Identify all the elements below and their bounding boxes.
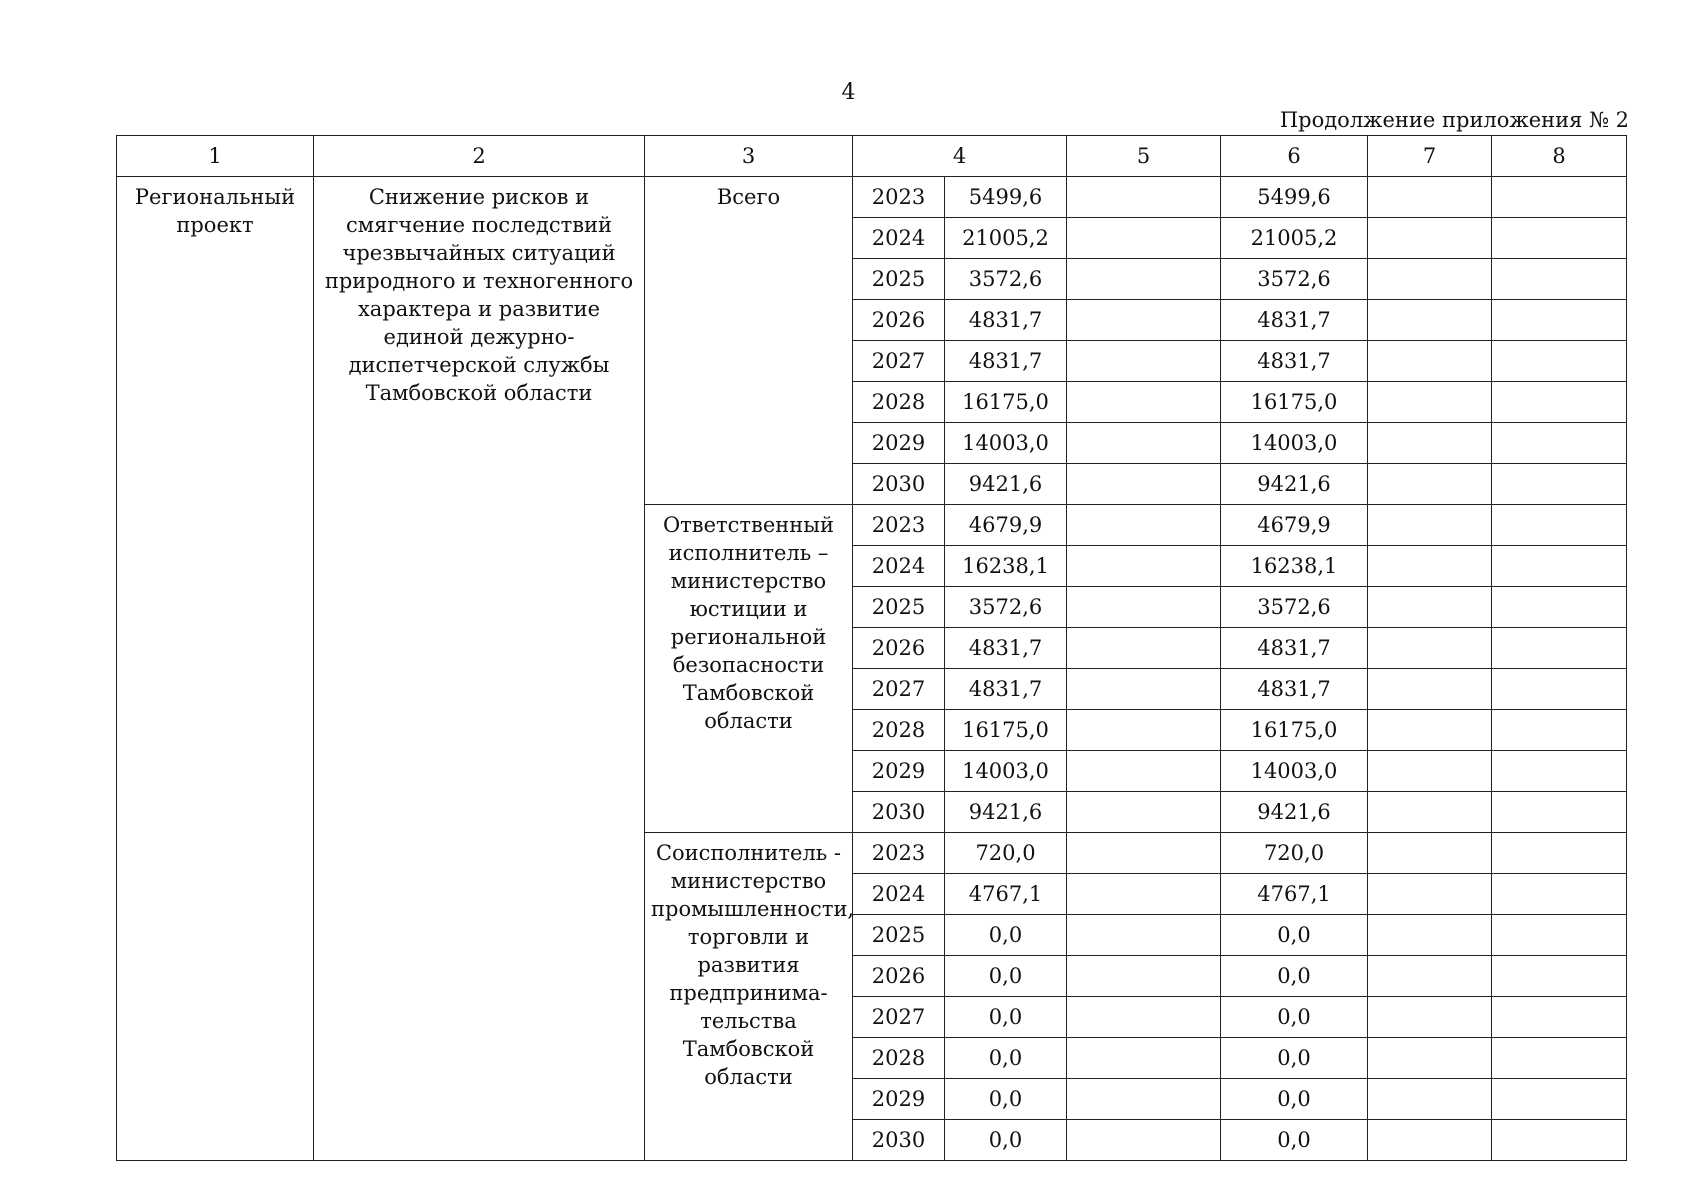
column-7-cell — [1368, 751, 1492, 792]
amount-total-cell: 3572,6 — [945, 259, 1067, 300]
header-row — [117, 136, 1627, 177]
year-cell: 2028 — [853, 710, 945, 751]
column-7-cell — [1368, 464, 1492, 505]
column-8-cell — [1492, 874, 1627, 915]
column-6-cell: 9421,6 — [1221, 464, 1368, 505]
amount-total-cell: 4831,7 — [945, 341, 1067, 382]
column-6-cell: 4679,9 — [1221, 505, 1368, 546]
column-7-cell — [1368, 669, 1492, 710]
column-8-cell — [1492, 997, 1627, 1038]
column-6-cell: 14003,0 — [1221, 751, 1368, 792]
column-8-cell — [1492, 669, 1627, 710]
year-cell: 2029 — [853, 1079, 945, 1120]
amount-total-cell: 720,0 — [945, 833, 1067, 874]
amount-total-cell: 4679,9 — [945, 505, 1067, 546]
column-8-cell — [1492, 751, 1627, 792]
amount-total-cell: 16238,1 — [945, 546, 1067, 587]
column-6-cell: 16175,0 — [1221, 382, 1368, 423]
year-cell: 2029 — [853, 423, 945, 464]
column-header: 5 — [1067, 136, 1221, 177]
project-name-cell: Снижение рисков и смягчение последствий чрезвычайных ситуаций природного и техногенного характера и развитие единой дежурно-диспетчерской службы Тамбовской области — [314, 177, 645, 1161]
column-5-cell — [1067, 956, 1221, 997]
column-6-cell: 3572,6 — [1221, 259, 1368, 300]
year-cell: 2023 — [853, 177, 945, 218]
amount-total-cell: 4831,7 — [945, 300, 1067, 341]
column-6-cell: 4831,7 — [1221, 628, 1368, 669]
column-5-cell — [1067, 177, 1221, 218]
column-6-cell: 16175,0 — [1221, 710, 1368, 751]
column-5-cell — [1067, 751, 1221, 792]
column-5-cell — [1067, 1079, 1221, 1120]
year-cell: 2030 — [853, 464, 945, 505]
column-7-cell — [1368, 874, 1492, 915]
column-header: 1 — [117, 136, 314, 177]
column-7-cell — [1368, 1120, 1492, 1161]
year-cell: 2024 — [853, 874, 945, 915]
amount-total-cell: 0,0 — [945, 1120, 1067, 1161]
column-8-cell — [1492, 587, 1627, 628]
column-8-cell — [1492, 1038, 1627, 1079]
column-8-cell — [1492, 382, 1627, 423]
column-5-cell — [1067, 833, 1221, 874]
project-type-cell: Региональный проект — [117, 177, 314, 1161]
year-cell: 2026 — [853, 300, 945, 341]
column-8-cell — [1492, 464, 1627, 505]
amount-total-cell: 4831,7 — [945, 628, 1067, 669]
column-7-cell — [1368, 300, 1492, 341]
column-6-cell: 0,0 — [1221, 956, 1368, 997]
column-header: 3 — [645, 136, 853, 177]
year-cell: 2027 — [853, 341, 945, 382]
budget-table — [116, 135, 1627, 1161]
column-5-cell — [1067, 423, 1221, 464]
column-8-cell — [1492, 628, 1627, 669]
year-cell: 2026 — [853, 628, 945, 669]
column-7-cell — [1368, 423, 1492, 464]
executor-cell: Всего — [645, 177, 853, 505]
column-8-cell — [1492, 1120, 1627, 1161]
amount-total-cell: 14003,0 — [945, 423, 1067, 464]
column-6-cell: 0,0 — [1221, 1120, 1368, 1161]
column-6-cell: 0,0 — [1221, 997, 1368, 1038]
column-5-cell — [1067, 874, 1221, 915]
amount-total-cell: 14003,0 — [945, 751, 1067, 792]
column-6-cell: 4831,7 — [1221, 669, 1368, 710]
column-6-cell: 16238,1 — [1221, 546, 1368, 587]
column-header: 4 — [853, 136, 1067, 177]
column-5-cell — [1067, 546, 1221, 587]
column-5-cell — [1067, 710, 1221, 751]
column-7-cell — [1368, 956, 1492, 997]
year-cell: 2027 — [853, 997, 945, 1038]
amount-total-cell: 9421,6 — [945, 464, 1067, 505]
column-6-cell: 21005,2 — [1221, 218, 1368, 259]
column-header: 2 — [314, 136, 645, 177]
column-6-cell: 4831,7 — [1221, 300, 1368, 341]
column-6-cell: 0,0 — [1221, 1038, 1368, 1079]
year-cell: 2030 — [853, 1120, 945, 1161]
column-8-cell — [1492, 218, 1627, 259]
column-5-cell — [1067, 341, 1221, 382]
page-number: 4 — [841, 80, 856, 105]
year-cell: 2023 — [853, 505, 945, 546]
amount-total-cell: 21005,2 — [945, 218, 1067, 259]
amount-total-cell: 0,0 — [945, 997, 1067, 1038]
column-6-cell: 4767,1 — [1221, 874, 1368, 915]
column-7-cell — [1368, 177, 1492, 218]
column-7-cell — [1368, 546, 1492, 587]
table-row — [117, 177, 1627, 218]
column-5-cell — [1067, 792, 1221, 833]
year-cell: 2023 — [853, 833, 945, 874]
column-7-cell — [1368, 1038, 1492, 1079]
continuation-note: Продолжение приложения № 2 — [1279, 108, 1629, 132]
column-5-cell — [1067, 669, 1221, 710]
year-cell: 2025 — [853, 259, 945, 300]
column-5-cell — [1067, 587, 1221, 628]
column-8-cell — [1492, 915, 1627, 956]
column-6-cell: 720,0 — [1221, 833, 1368, 874]
amount-total-cell: 4767,1 — [945, 874, 1067, 915]
column-7-cell — [1368, 587, 1492, 628]
column-6-cell: 0,0 — [1221, 915, 1368, 956]
column-8-cell — [1492, 423, 1627, 464]
amount-total-cell: 0,0 — [945, 915, 1067, 956]
executor-cell: Соисполнитель - министерство промышленности, торговли и развития предпринима-тельства Тамбовской области — [645, 833, 853, 1161]
column-8-cell — [1492, 956, 1627, 997]
column-8-cell — [1492, 710, 1627, 751]
column-7-cell — [1368, 628, 1492, 669]
column-7-cell — [1368, 915, 1492, 956]
column-7-cell — [1368, 1079, 1492, 1120]
year-cell: 2024 — [853, 218, 945, 259]
column-8-cell — [1492, 177, 1627, 218]
year-cell: 2026 — [853, 956, 945, 997]
amount-total-cell: 5499,6 — [945, 177, 1067, 218]
year-cell: 2025 — [853, 587, 945, 628]
column-5-cell — [1067, 1038, 1221, 1079]
amount-total-cell: 16175,0 — [945, 710, 1067, 751]
column-6-cell: 14003,0 — [1221, 423, 1368, 464]
column-7-cell — [1368, 341, 1492, 382]
column-5-cell — [1067, 1120, 1221, 1161]
column-6-cell: 0,0 — [1221, 1079, 1368, 1120]
column-8-cell — [1492, 300, 1627, 341]
column-7-cell — [1368, 218, 1492, 259]
column-7-cell — [1368, 710, 1492, 751]
amount-total-cell: 3572,6 — [945, 587, 1067, 628]
table-body — [117, 177, 1627, 1161]
column-7-cell — [1368, 833, 1492, 874]
column-6-cell: 9421,6 — [1221, 792, 1368, 833]
amount-total-cell: 9421,6 — [945, 792, 1067, 833]
amount-total-cell: 4831,7 — [945, 669, 1067, 710]
year-cell: 2027 — [853, 669, 945, 710]
column-5-cell — [1067, 300, 1221, 341]
executor-cell: Ответственный исполнитель – министерство юстиции и региональной безопасности Тамбовской области — [645, 505, 853, 833]
amount-total-cell: 16175,0 — [945, 382, 1067, 423]
column-6-cell: 4831,7 — [1221, 341, 1368, 382]
column-8-cell — [1492, 792, 1627, 833]
column-8-cell — [1492, 1079, 1627, 1120]
year-cell: 2030 — [853, 792, 945, 833]
column-7-cell — [1368, 382, 1492, 423]
amount-total-cell: 0,0 — [945, 1038, 1067, 1079]
column-5-cell — [1067, 259, 1221, 300]
column-5-cell — [1067, 382, 1221, 423]
column-7-cell — [1368, 997, 1492, 1038]
column-8-cell — [1492, 341, 1627, 382]
column-6-cell: 5499,6 — [1221, 177, 1368, 218]
year-cell: 2028 — [853, 382, 945, 423]
year-cell: 2024 — [853, 546, 945, 587]
column-5-cell — [1067, 218, 1221, 259]
column-8-cell — [1492, 546, 1627, 587]
column-header: 6 — [1221, 136, 1368, 177]
column-8-cell — [1492, 259, 1627, 300]
column-7-cell — [1368, 505, 1492, 546]
year-cell: 2029 — [853, 751, 945, 792]
column-5-cell — [1067, 464, 1221, 505]
column-7-cell — [1368, 259, 1492, 300]
column-7-cell — [1368, 792, 1492, 833]
year-cell: 2028 — [853, 1038, 945, 1079]
column-5-cell — [1067, 915, 1221, 956]
amount-total-cell: 0,0 — [945, 956, 1067, 997]
column-header: 7 — [1368, 136, 1492, 177]
year-cell: 2025 — [853, 915, 945, 956]
column-5-cell — [1067, 997, 1221, 1038]
column-8-cell — [1492, 505, 1627, 546]
amount-total-cell: 0,0 — [945, 1079, 1067, 1120]
column-6-cell: 3572,6 — [1221, 587, 1368, 628]
column-5-cell — [1067, 628, 1221, 669]
column-5-cell — [1067, 505, 1221, 546]
column-8-cell — [1492, 833, 1627, 874]
column-header: 8 — [1492, 136, 1627, 177]
